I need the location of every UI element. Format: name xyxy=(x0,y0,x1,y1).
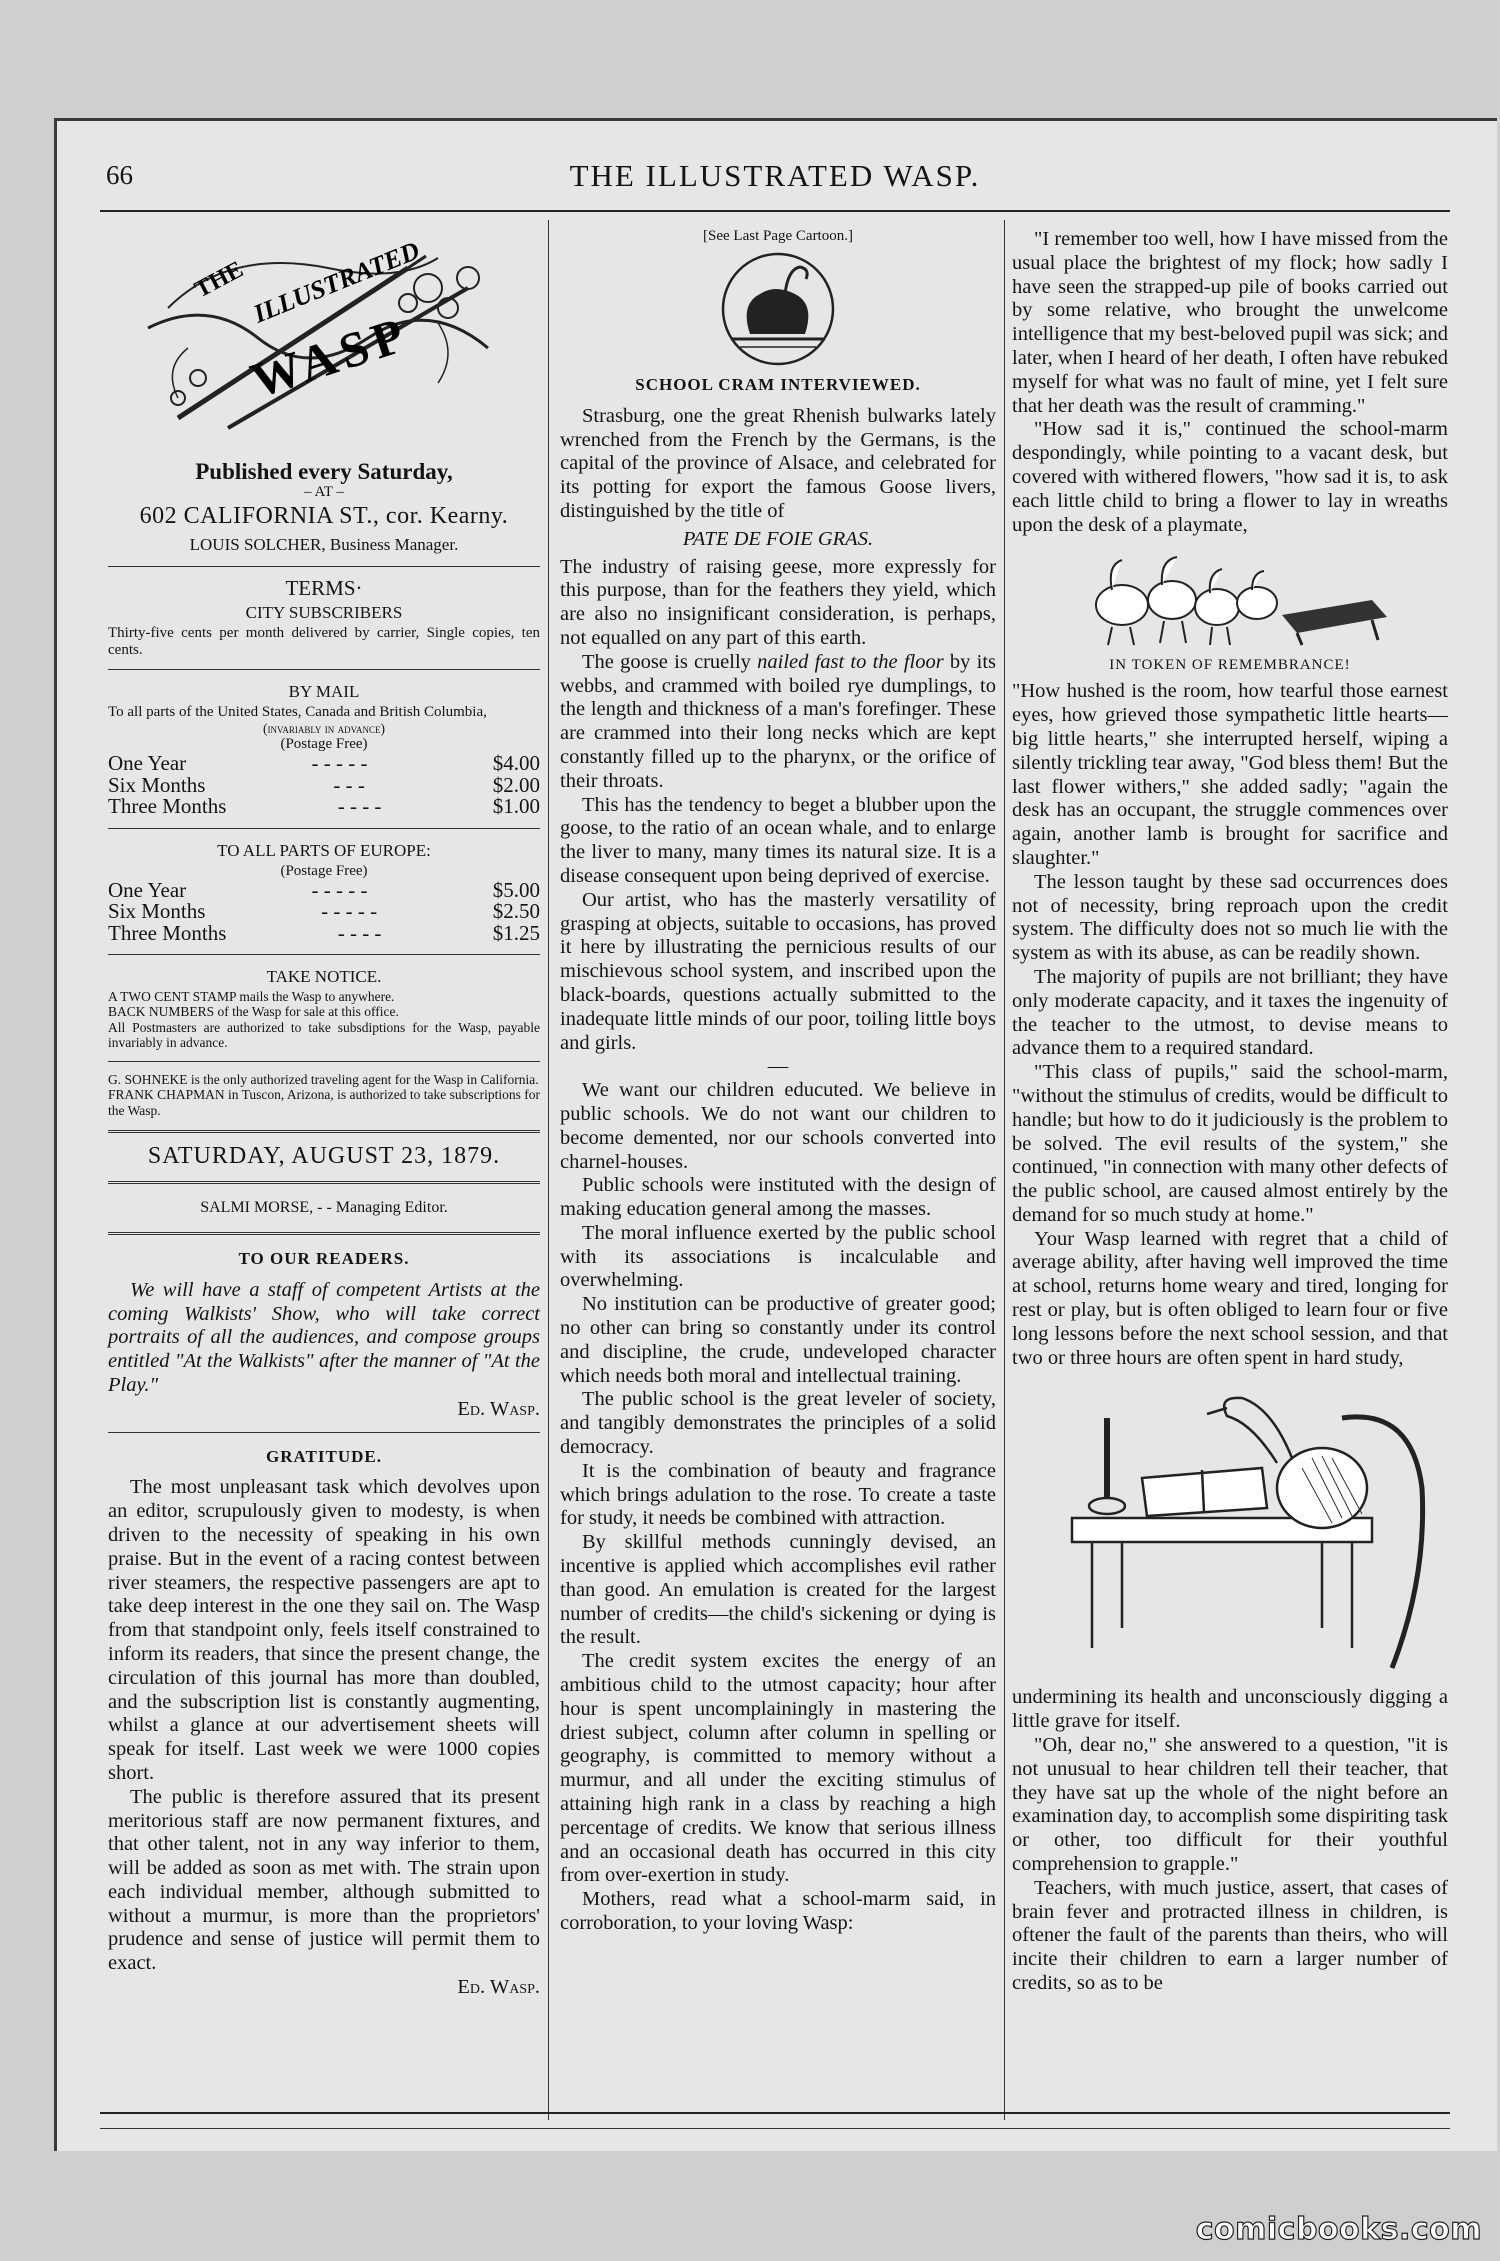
article-paragraph: Strasburg, one the great Rhenish bulwarks lately wrenched from the French by the Germans, is the capital of the province of Alsace, and celebrated for its potting for export the famous Goose livers, distinguished by the title of xyxy=(560,404,996,522)
gratitude-signature: Ed. Wasp. xyxy=(457,1976,540,1999)
article-paragraph: undermining its health and unconsciously digging a little grave for itself. xyxy=(1012,1686,1448,1733)
article-paragraph: By skillful methods cunningly devised, an incentive is applied which accomplishes evil rather than good. An emulation is created for the largest number of credits—the child's sickening or dying is the result. xyxy=(560,1531,996,1649)
invariably-note: (invariably in advance) xyxy=(262,720,385,736)
article-paragraph: "Oh, dear no," she answered to a question, "it is not unusual to hear children tell their teacher, that they have sat up the whole of the night before an examination day, to accomplish some dispiriting task or other, too difficult for their youthful comprehension to grapple." xyxy=(1012,1734,1448,1876)
agent-note: FRANK CHAPMAN in Tuscon, Arizona, is authorized to take subscriptions for the Wasp. xyxy=(108,1087,540,1118)
city-subscribers: CITY SUBSCRIBERS xyxy=(245,603,403,623)
issue-date: SATURDAY, AUGUST 23, 1879. xyxy=(147,1143,501,1170)
readers-signature: Ed. Wasp. xyxy=(457,1397,540,1420)
article-paragraph: The goose is cruelly nailed fast to the floor by its webbs, and crammed with boiled rye dumplings, to the length and thickness of a man's forefinger. These are crammed into their long necks which are kept constantly filled up to the pharynx, or the orifice of their throats. xyxy=(560,650,996,792)
rate-row: One Year - - - - - $5.00 xyxy=(108,877,540,902)
illustration-caption: IN TOKEN OF REMEMBRANCE! xyxy=(1109,657,1351,674)
manager-line: LOUIS SOLCHER, Business Manager. xyxy=(189,534,459,554)
rate-row: Three Months - - - - $1.25 xyxy=(108,920,540,945)
gratitude-paragraph: The most unpleasant task which devolves upon an editor, scrupulously given to modesty, is when driven to the necessity of speaking in his own praise. But in the event of a racing contest between river steamers, the respective passengers are apt to take deep interest in the one they sail on. The Wasp from that standpoint only, feels itself constrained to inform its readers, that since the present change, the circulation of this journal has more than doubled, and the subscription list is constantly augmenting, whilst a glance at our advertisement sheets will speak for itself. Last week we were 1000 copies short. xyxy=(108,1476,540,1784)
article-paragraph: The industry of raising geese, more expressly for this purpose, than for the feathers they yield, which are also no insignificant consideration, is perhaps, not equalled on any part of this earth. xyxy=(560,555,996,649)
article-paragraph: Teachers, with much justice, assert, that cases of brain fever and protracted illness in children, is oftener the fault of the parents than theirs, who will incite their children to earn a larger number of credits, so as to be xyxy=(1012,1876,1448,1995)
notice-item: All Postmasters are authorized to take subsdiptions for the Wasp, payable invariably in advance. xyxy=(108,1019,540,1051)
article-paragraph: The moral influence exerted by the public school with its associations is incalculable and overwhelming. xyxy=(560,1221,996,1292)
article-paragraph: Our artist, who has the masterly versatility of grasping at objects, suitable to occasions, has proved it here by illustrating the pernicious results of our mischievous school system, and inscribed upon the black-boards, questions actually submitted to the inadequate little minds of our poor, toiling little boys and girls. xyxy=(560,888,996,1054)
rate-row: Six Months - - - $2.00 xyxy=(108,772,540,797)
article-paragraph: We want our children educuted. We believe in public schools. We do not want our children to become demented, nor our schools converted into charnel-houses. xyxy=(560,1079,996,1173)
by-mail: BY MAIL xyxy=(288,681,360,701)
footer-rule xyxy=(100,2128,1450,2129)
mail-text: To all parts of the United States, Canada and British Columbia, xyxy=(108,703,487,720)
page-header xyxy=(100,150,1450,212)
published-line: Published every Saturday, xyxy=(195,459,453,484)
goose-cartoon-icon xyxy=(560,249,996,369)
postage-free-note: (Postage Free) xyxy=(280,736,368,753)
article-paragraph: Your Wasp learned with regret that a child of average ability, after having well improved the time at school, returns home weary and tired, longing for rest or play, but is often obliged to learn four or five long lessons before the next school session, and that two or three hours are often spent in hard study, xyxy=(1012,1227,1448,1369)
column-rule xyxy=(548,220,549,2120)
article-paragraph: The public school is the great leveler of society, and tangibly demonstrates the principles of a solid democracy. xyxy=(560,1388,996,1459)
notice-item: BACK NUMBERS of the Wasp for sale at this office. xyxy=(108,1004,399,1020)
page-number: 66 xyxy=(106,160,133,190)
article-paragraph: Mothers, read what a school-marm said, in corroboration, to your loving Wasp: xyxy=(560,1888,996,1934)
europe-title: TO ALL PARTS OF EUROPE: xyxy=(217,840,431,860)
readers-heading: TO OUR READERS. xyxy=(238,1248,410,1268)
article-paragraph: "This class of pupils," said the school-marm, "without the stimulus of credits, would be difficult to handle; but how to do it judiciously is the problem to be solved. The evil results of the system," she continued, "in connection with many other defects of the public school, are caused almost entirely by the demand for so much study at home." xyxy=(1012,1061,1448,1226)
notice-item: A TWO CENT STAMP mails the Wasp to anywhere. xyxy=(108,988,395,1004)
geese-procession-icon xyxy=(1012,545,1448,655)
goose-studying-icon xyxy=(1012,1378,1448,1678)
gratitude-paragraph: The public is therefore assured that its present meritorious staff are now permanent fixtures, and that other talent, not in any way inferior to them, will be added as soon as met with. The strain upon each individual member, although submitted to without a murmur, is more than the proprietors' prudence and sense of justice will permit them to exact. xyxy=(108,1785,540,1975)
article-title: SCHOOL CRAM INTERVIEWED. xyxy=(635,375,921,394)
see-last-page: [See Last Page Cartoon.] xyxy=(703,228,853,244)
footer-rule xyxy=(100,2112,1450,2114)
readers-text: We will have a staff of competent Artists at the coming Walkists' Show, who will take correct portraits of all the audiences, and compose groups entitled "At the Walkists" after the manner of "At the Play." xyxy=(108,1278,540,1396)
terms-title: TERMS· xyxy=(285,576,363,601)
section-separator: — xyxy=(767,1055,789,1078)
article-paragraph: The lesson taught by these sad occurrences does not of necessity, bring reproach upon the credit system. The difficulty does not so much lie with the system as with its abuse, as can be readily shown. xyxy=(1012,870,1448,965)
editor-line: SALMI MORSE, - - Managing Editor. xyxy=(200,1199,448,1217)
article-paragraph: This has the tendency to beget a blubber upon the goose, to the ratio of an ocean whale, and to enlarge the liver to many, many times its natural size. It is a disease consequent upon being deprived of exercise. xyxy=(560,793,996,887)
address-line: 602 CALIFORNIA ST., cor. Kearny. xyxy=(139,502,509,529)
take-notice: TAKE NOTICE. xyxy=(266,967,382,987)
wasp-logo xyxy=(108,228,540,448)
logo-word-wasp: WASP xyxy=(244,304,417,409)
newspaper-page xyxy=(100,150,1450,2130)
europe-postage: (Postage Free) xyxy=(280,862,368,879)
city-rate-text: Thirty-five cents per month delivered by carrier, Single copies, ten cents. xyxy=(108,624,540,658)
article-paragraph: Public schools were instituted with the design of making education general among the masses. xyxy=(560,1174,996,1221)
rates-us xyxy=(108,753,540,818)
column-rule xyxy=(1004,220,1005,2120)
agent-note: G. SOHNEKE is the only authorized traveling agent for the Wasp in California. xyxy=(108,1071,539,1087)
site-watermark: comicbooks.com xyxy=(1195,2212,1482,2247)
article-paragraph: The majority of pupils are not brilliant; they have only moderate capacity, and it taxes the ingenuity of the teacher to the utmost, to devise means to advance them to a required standard. xyxy=(1012,965,1448,1060)
rate-row: Six Months - - - - - $2.50 xyxy=(108,899,540,924)
article-paragraph: It is the combination of beauty and fragrance which brings adulation to the rose. To create a taste for study, it needs be combined with attraction. xyxy=(560,1459,996,1530)
column-masthead xyxy=(108,228,540,2000)
article-paragraph: "How hushed is the room, how tearful those earnest eyes, how grieved those sympathetic little hearts—big little hearts," she interrupted herself, wiping a silently trickling tear away, "God bless them! But the last flower withers," she added sadly; "again the desk has an occupant, the struggle commences over again, another lamb is brought for sacrifice and slaughter." xyxy=(1012,680,1448,869)
logo-word-the: THE xyxy=(190,256,248,304)
article-paragraph: The credit system excites the energy of an ambitious child to the utmost capacity; hour after hour is spent uncomplainingly in mastering the driest subject, column after column in spelling or geography, is committed to memory without a murmur, and all under the exciting stimulus of attaining high rank in a class by reaching a high percentage of credits. We know that serious illness and an occasional death has occurred in this city from over-exertion in study. xyxy=(560,1650,996,1887)
article-paragraph: No institution can be productive of greater good; no other can bring so constantly under its control and discipline, the crude, undeveloped character which needs both moral and intellectual training. xyxy=(560,1293,996,1387)
logo-word-illustrated: ILLUSTRATED xyxy=(249,235,424,329)
rates-europe xyxy=(108,877,540,945)
article-paragraph: "How sad it is," continued the school-marm despondingly, while pointing to a vacant desk, but covered with withered flowers, "how sad it is, to ask each little child to bring a flower to lay in wreaths upon the desk of a playmate, xyxy=(1012,418,1448,536)
gratitude-heading: GRATITUDE. xyxy=(266,1446,382,1466)
column-article xyxy=(560,228,996,1936)
at-line: – AT – xyxy=(304,483,344,500)
pate-title: PATE DE FOIE GRAS. xyxy=(682,527,874,550)
rate-row: One Year - - - - - $4.00 xyxy=(108,751,540,776)
column-continuation xyxy=(1012,228,1448,1996)
rate-row: Three Months - - - - $1.00 xyxy=(108,794,540,819)
page-title: THE ILLUSTRATED WASP. xyxy=(569,158,981,193)
article-paragraph: "I remember too well, how I have missed from the usual place the brightest of my flock; how sadly I have seen the strapped-up pile of books carried out by some relative, who brought the unwelcome intelligence that my best-beloved pupil was sick; and later, when I heard of her death, I often have rebuked myself for what was no fault of mine, yet I felt sure that her death was the result of cramming." xyxy=(1012,228,1448,417)
